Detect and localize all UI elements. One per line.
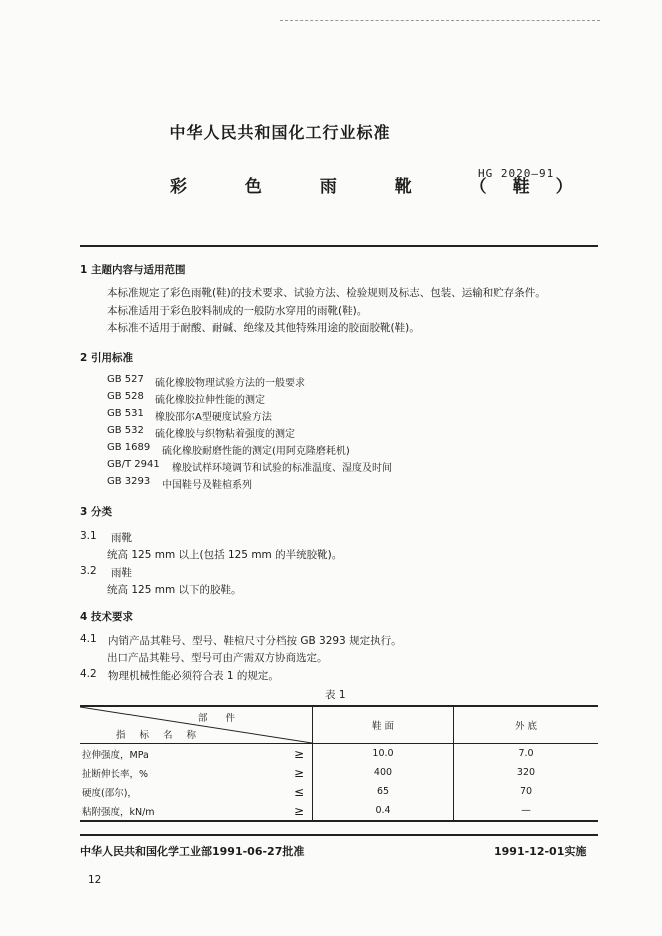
footer-rule <box>80 834 598 836</box>
standard-number: HG 2020—91 <box>478 167 555 180</box>
upper-value: 10.0 <box>313 744 454 764</box>
subsection-desc: 统高 125 mm 以下的胶鞋。 <box>107 584 242 596</box>
reference-code: GB 527 <box>107 374 144 385</box>
section-1-para: 本标准适用于彩色胶料制成的一般防水穿用的雨靴(鞋)。 <box>107 305 368 317</box>
reference-code: GB 532 <box>107 425 144 436</box>
comparison-symbol: ≤ <box>293 784 304 799</box>
scan-artifact-line <box>280 20 600 22</box>
column-header-sole: 外 底 <box>454 706 599 744</box>
header-rule <box>80 245 598 247</box>
property-name: 粘附强度，kN/m <box>82 806 155 818</box>
property-cell <box>80 801 313 821</box>
subsection-text: 出口产品其鞋号、型号可由产需双方协商选定。 <box>107 652 328 664</box>
reference-title: 硫化橡胶物理试验方法的一般要求 <box>155 378 305 389</box>
column-header-upper: 鞋 面 <box>313 706 454 744</box>
approval-statement: 中华人民共和国化学工业部1991-06-27批准 <box>80 845 305 858</box>
table-row <box>80 763 598 782</box>
sole-value: — <box>454 801 599 821</box>
reference-code: GB 3293 <box>107 476 151 487</box>
table-row <box>80 801 598 821</box>
standard-category: 中华人民共和国化工行业标准 <box>169 123 391 142</box>
effective-date: 1991-12-01实施 <box>494 845 587 858</box>
table-caption: 表 1 <box>325 689 346 701</box>
upper-value: 0.4 <box>313 801 454 821</box>
diagonal-header-bottom: 指标名称 <box>116 730 211 741</box>
reference-title: 橡胶邵尔A型硬度试验方法 <box>155 412 272 423</box>
subsection-number: 4.2 <box>80 668 97 680</box>
comparison-symbol: ≥ <box>293 765 304 780</box>
property-cell <box>80 782 313 801</box>
section-4-heading: 4 技术要求 <box>80 611 133 623</box>
property-cell <box>80 744 313 764</box>
document-title: 彩 色 雨 靴 （鞋） <box>170 177 599 197</box>
sole-value: 70 <box>454 782 599 801</box>
sole-value: 7.0 <box>454 744 599 764</box>
subsection-number: 4.1 <box>80 633 97 645</box>
upper-value: 65 <box>313 782 454 801</box>
reference-title: 硫化橡胶耐磨性能的测定(用阿克隆磨耗机) <box>162 446 350 457</box>
reference-title: 硫化橡胶与织物粘着强度的测定 <box>155 429 295 440</box>
sole-value: 320 <box>454 763 599 782</box>
reference-code: GB 528 <box>107 391 144 402</box>
section-3-heading: 3 分类 <box>80 506 112 518</box>
comparison-symbol: ≥ <box>293 746 304 761</box>
section-1-heading: 1 主题内容与适用范围 <box>80 264 186 276</box>
table-header-row <box>80 706 598 744</box>
subsection-title: 雨鞋 <box>111 567 132 579</box>
comparison-symbol: ≥ <box>293 803 304 818</box>
properties-table <box>80 705 598 822</box>
reference-title: 硫化橡胶拉伸性能的测定 <box>155 395 265 406</box>
subsection-number: 3.2 <box>80 565 97 577</box>
property-cell <box>80 763 313 782</box>
reference-code: GB/T 2941 <box>107 459 160 470</box>
subsection-text: 内销产品其鞋号、型号、鞋楦尺寸分档按 GB 3293 规定执行。 <box>108 635 402 647</box>
property-name: 硬度(邵尔)， <box>82 787 137 799</box>
reference-title: 橡胶试样环境调节和试验的标准温度、湿度及时间 <box>172 463 392 474</box>
section-1-para: 本标准规定了彩色雨靴(鞋)的技术要求、试验方法、检验规则及标志、包装、运输和贮存条件。 <box>107 287 546 299</box>
subsection-number: 3.1 <box>80 530 97 542</box>
property-name: 扯断伸长率，% <box>82 768 149 780</box>
property-name: 拉伸强度，MPa <box>82 749 149 761</box>
section-1-para: 本标准不适用于耐酸、耐碱、绝缘及其他特殊用途的胶面胶靴(鞋)。 <box>107 322 420 334</box>
subsection-title: 雨靴 <box>111 532 132 544</box>
page-number: 12 <box>88 874 102 886</box>
reference-code: GB 531 <box>107 408 144 419</box>
diagonal-header-cell <box>80 706 313 744</box>
subsection-text: 物理机械性能必须符合表 1 的规定。 <box>108 670 279 682</box>
section-2-heading: 2 引用标准 <box>80 352 133 364</box>
table-row <box>80 782 598 801</box>
table-row <box>80 744 598 764</box>
diagonal-header-top: 部件 <box>198 713 254 724</box>
reference-title: 中国鞋号及鞋楦系列 <box>162 480 252 491</box>
subsection-desc: 统高 125 mm 以上(包括 125 mm 的半统胶靴)。 <box>107 549 343 561</box>
reference-code: GB 1689 <box>107 442 151 453</box>
upper-value: 400 <box>313 763 454 782</box>
